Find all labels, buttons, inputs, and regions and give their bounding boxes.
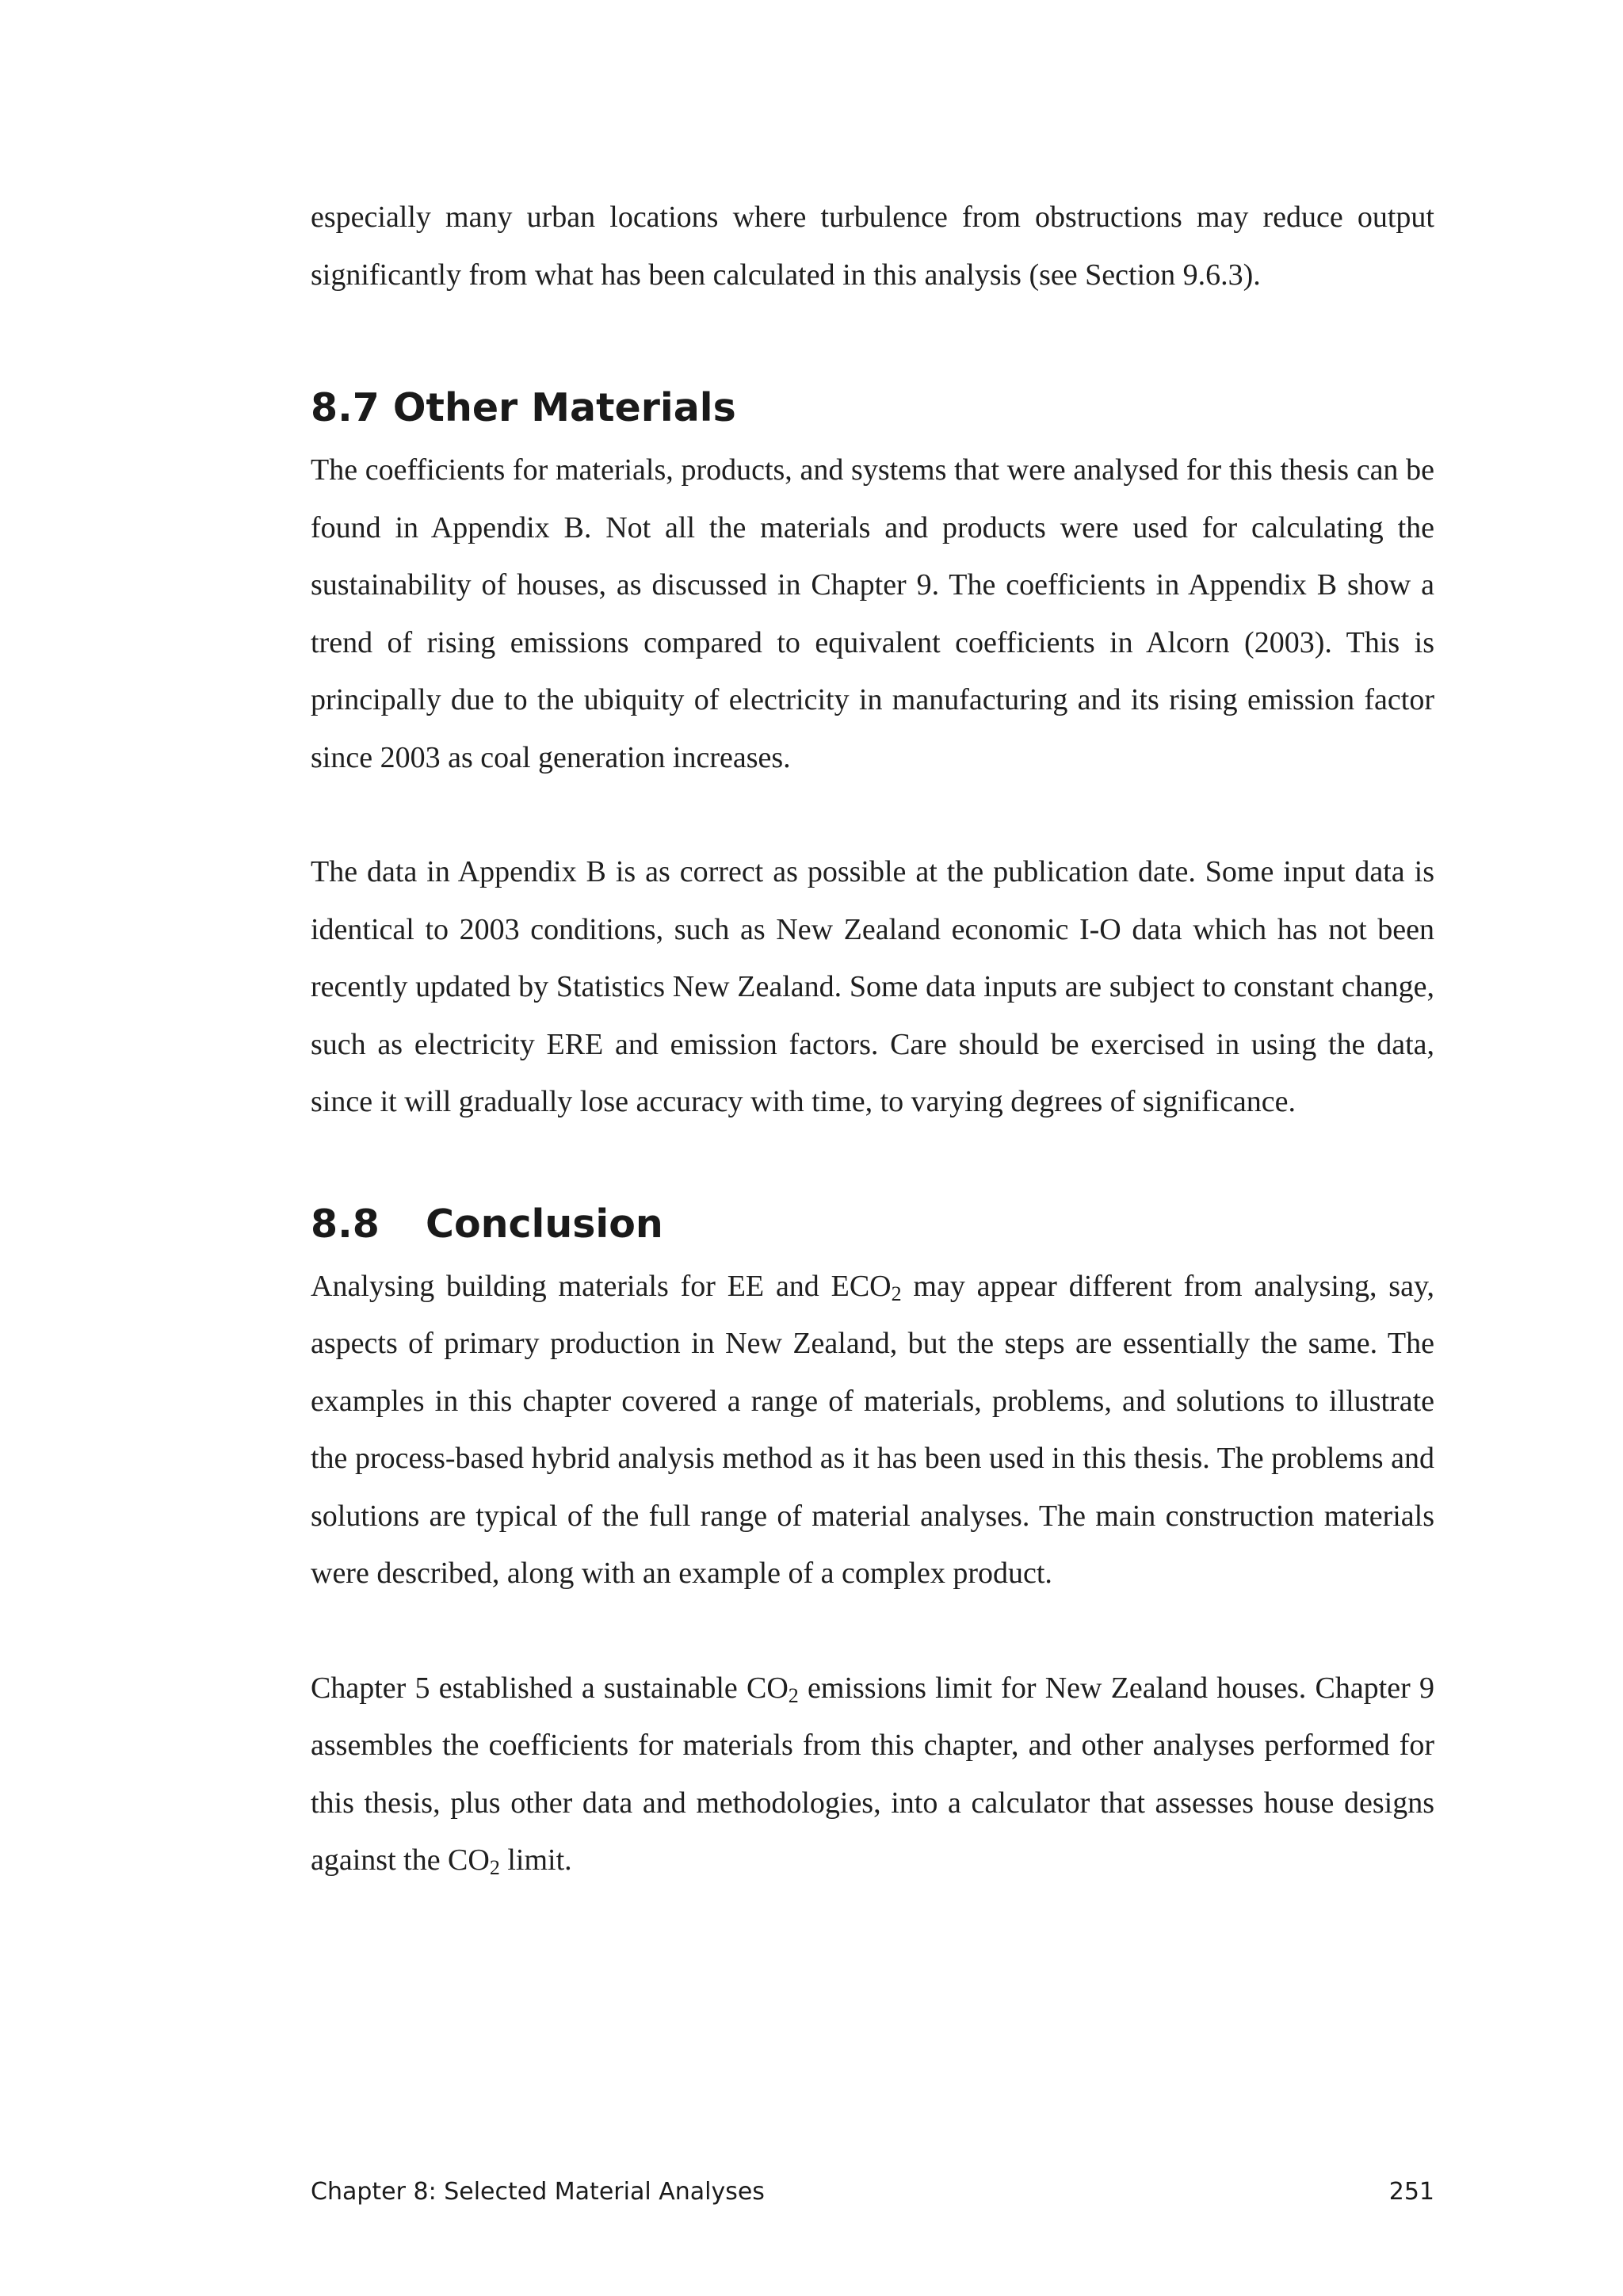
text-segment: Chapter 5 established a sustainable CO bbox=[311, 1671, 789, 1705]
section-heading-conclusion bbox=[311, 1201, 1434, 1248]
footer-chapter-title: Chapter 8: Selected Material Analyses bbox=[311, 2178, 765, 2206]
paragraph-data-accuracy: The data in Appendix B is as correct as possible at the publication date. Some input data is identical to 2003 conditions, such as New Zealand economic I-O data which has not been recently updated by Statistics New Zealand. Some data inputs are subject to constant change, such as electricity ERE and emission factors. Care should be exercised in using the data, since it will gradually lose accuracy with time, to varying degrees of significance. bbox=[311, 855, 1434, 1118]
text-segment: emissions limit for New Zealand houses. Chapter 9 assembles the coefficients for materials from this chapter, and other analyses performed for this thesis, plus other data and methodologies, into a calculator that assesses house designs against the CO bbox=[311, 1671, 1434, 1877]
footer-page-number: 251 bbox=[1388, 2178, 1434, 2206]
text-segment: may appear different from analysing, say, aspects of primary production in New Zealand, but the steps are essentially the same. The examples in this chapter covered a range of materials, problems, and solutions to illustrate the process-based hybrid analysis method as it has been used in this thesis. The problems and solutions are typical of the full range of material analyses. The main construction materials were described, along with an example of a complex product. bbox=[311, 1269, 1434, 1590]
subscript: 2 bbox=[891, 1282, 902, 1305]
section-title: Conclusion bbox=[426, 1201, 663, 1247]
text-segment: limit. bbox=[499, 1843, 572, 1877]
subscript: 2 bbox=[788, 1683, 799, 1707]
paragraph-wind-turbulence: especially many urban locations where turbulence from obstructions may reduce output significantly from what has been calculated in this analysis (see Section 9.6.3). bbox=[311, 201, 1434, 292]
section-heading-other-materials: 8.7 Other Materials bbox=[311, 385, 736, 430]
section-number: 8.8 bbox=[311, 1201, 380, 1247]
text-segment: Analysing building materials for EE and ECO bbox=[311, 1269, 892, 1303]
paragraph-conclusion-analysis bbox=[311, 1258, 1434, 1603]
page-footer bbox=[311, 2178, 1434, 2206]
page-body bbox=[311, 189, 1434, 1889]
paragraph-coefficients: The coefficients for materials, products, and systems that were analysed for this thesis can be found in Appendix B. Not all the materials and products were used for calculating the sustainability of houses, as discussed in Chapter 9. The coefficients in Appendix B show a trend of rising emissions compared to equivalent coefficients in Alcorn (2003). This is principally due to the ubiquity of electricity in manufacturing and its rising emission factor since 2003 as coal generation increases. bbox=[311, 453, 1434, 774]
subscript: 2 bbox=[489, 1856, 500, 1879]
paragraph-conclusion-limit bbox=[311, 1660, 1434, 1889]
